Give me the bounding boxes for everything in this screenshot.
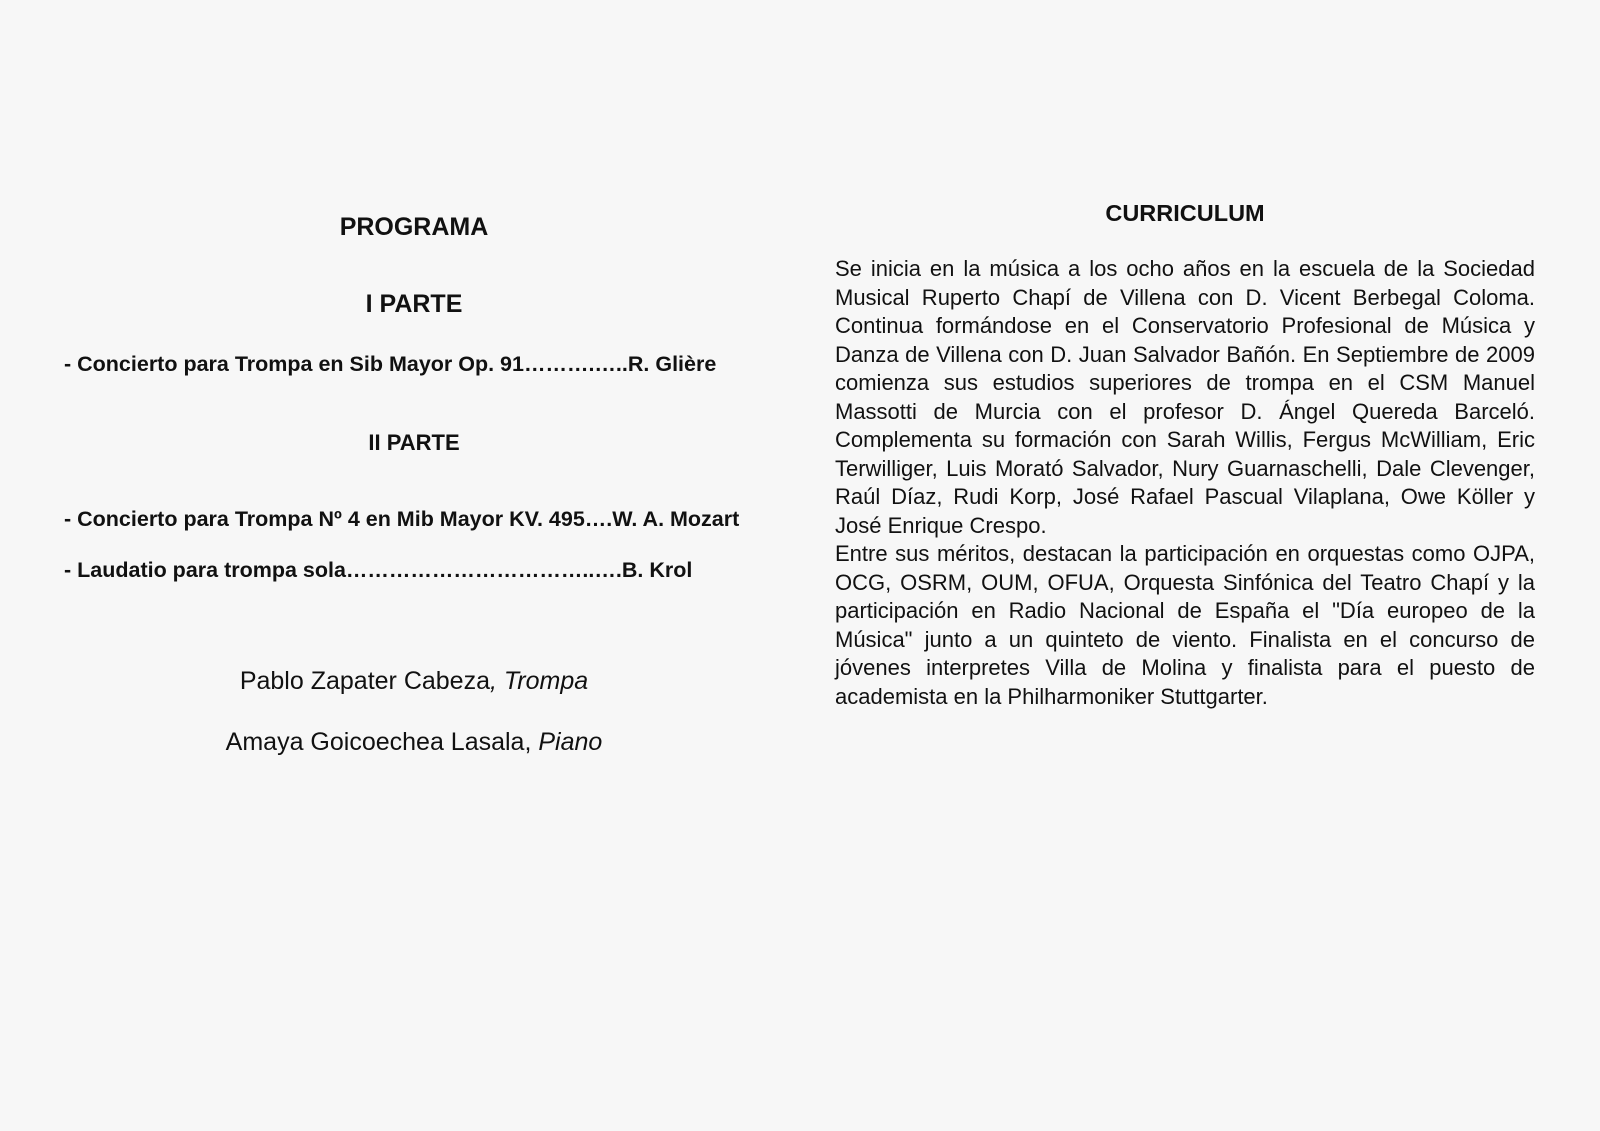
curriculum-paragraph-merits: Entre sus méritos, destacan la participación en orquestas como OJPA, OCG, OSRM, OUM, OFUA, Orquesta Sinfónica del Teatro Chapí y la participación en Radio Nacional de España el "Día europeo de la Música" junto a un quinteto de viento. Finalista en el concurso de jóvenes interpretes Villa de Molina y finalista para el puesto de academista en la Philharmoniker Stuttgarter. bbox=[835, 541, 1535, 709]
curriculum-title: CURRICULUM bbox=[1105, 200, 1265, 226]
performer-horn-name: Pablo Zapater Cabeza bbox=[239, 667, 490, 695]
curriculum-section bbox=[835, 200, 1535, 711]
program-piece-gliere: - Concierto para Trompa en Sib Mayor Op. 91……….…..R. Glière bbox=[64, 352, 717, 376]
curriculum-paragraph-training: Se inicia en la música a los ocho años en la escuela de la Sociedad Musical Ruperto Chapí de Villena con D. Vicent Berbegal Coloma. Continua formándose en el Conservatorio Profesional de Música y Danza de Villena con D. Juan Salvador Bañón. En Septiembre de 2009 comienza sus estudios superiores de trompa en el CSM Manuel Massotti de Murcia con el profesor D. Ángel Quereda Barceló. Complementa su formación con Sarah Willis, Fergus McWilliam, Eric Terwilliger, Luis Morató Salvador, Nury Guarnaschelli, Dale Clevenger, Raúl Díaz, Rudi Korp, José Rafael Pascual Vilaplana, Owe Köller y José Enrique Crespo. bbox=[835, 256, 1535, 538]
program-piece-mozart: - Concierto para Trompa Nº 4 en Mib Mayor KV. 495….W. A. Mozart bbox=[64, 507, 740, 531]
part-two-heading: II PARTE bbox=[368, 430, 460, 455]
performer-horn-instrument: , Trompa bbox=[490, 667, 589, 695]
program-title: PROGRAMA bbox=[339, 213, 489, 241]
program-piece-krol: - Laudatio para trompa sola……………………………..….B. Krol bbox=[64, 558, 693, 582]
performer-piano-name: Amaya Goicoechea Lasala, bbox=[225, 728, 539, 756]
part-one-heading: I PARTE bbox=[365, 290, 463, 318]
performer-piano-instrument: Piano bbox=[538, 728, 603, 756]
performer-horn bbox=[64, 667, 764, 696]
performer-piano bbox=[64, 728, 764, 757]
